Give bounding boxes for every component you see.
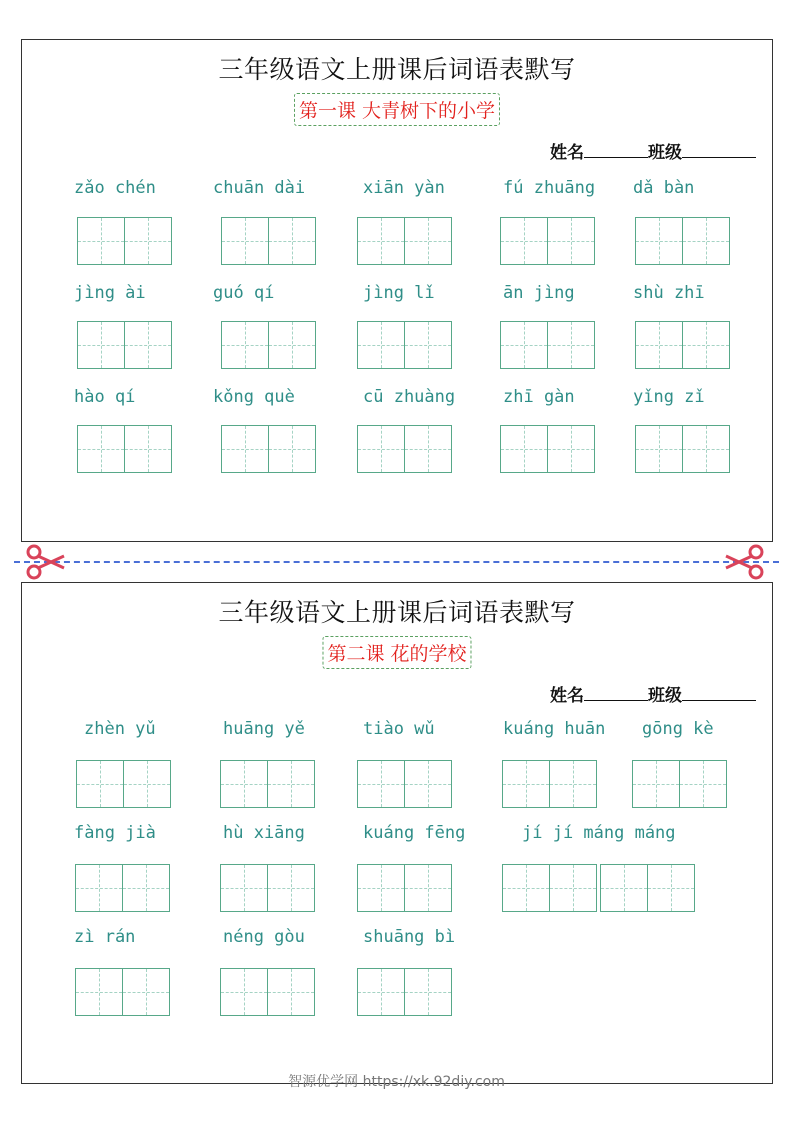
tianzige-cell[interactable] <box>221 321 269 369</box>
writing-box-group <box>500 321 594 371</box>
pinyin-label: zhī gàn <box>503 387 575 407</box>
tianzige-cell[interactable] <box>549 864 597 912</box>
pinyin-label: dǎ bàn <box>633 178 695 198</box>
writing-box-group <box>357 760 451 810</box>
writing-box-group <box>77 321 171 371</box>
pinyin-label: tiào wǔ <box>363 719 435 739</box>
worksheet-lesson-2 <box>21 582 773 1084</box>
tianzige-cell[interactable] <box>267 760 315 808</box>
tianzige-cell[interactable] <box>357 968 405 1016</box>
tianzige-cell[interactable] <box>635 321 683 369</box>
pinyin-label: xiān yàn <box>363 178 445 198</box>
tianzige-cell[interactable] <box>267 968 315 1016</box>
tianzige-cell[interactable] <box>357 321 405 369</box>
tianzige-cell[interactable] <box>682 321 730 369</box>
writing-box-group <box>75 968 169 1018</box>
tianzige-cell[interactable] <box>268 425 316 473</box>
name-blank[interactable] <box>584 684 648 701</box>
pinyin-label: jí jí máng máng <box>522 823 676 843</box>
pinyin-label: shuāng bì <box>363 927 456 947</box>
writing-box-group <box>635 425 729 475</box>
writing-box-group <box>357 864 451 914</box>
class-blank[interactable] <box>682 684 756 701</box>
writing-box-group <box>632 760 726 810</box>
tianzige-cell[interactable] <box>75 864 123 912</box>
scissors-icon <box>26 544 66 580</box>
pinyin-label: fàng jià <box>74 823 156 843</box>
tianzige-cell[interactable] <box>600 864 648 912</box>
pinyin-label: cū zhuàng <box>363 387 456 407</box>
footer-watermark: 智源优学网 https://xk.92diy.com <box>288 1074 505 1090</box>
tianzige-cell[interactable] <box>404 217 452 265</box>
writing-box-group <box>500 425 594 475</box>
tianzige-cell[interactable] <box>124 321 172 369</box>
tianzige-cell[interactable] <box>77 321 125 369</box>
name-class-fields <box>550 681 756 706</box>
tianzige-cell[interactable] <box>682 425 730 473</box>
pinyin-label: chuān dài <box>213 178 306 198</box>
tianzige-cell[interactable] <box>220 760 268 808</box>
lesson-heading: 第一课 大青树下的小学 <box>294 93 500 126</box>
tianzige-cell[interactable] <box>404 425 452 473</box>
tianzige-cell[interactable] <box>404 760 452 808</box>
tianzige-cell[interactable] <box>647 864 695 912</box>
tianzige-cell[interactable] <box>122 864 170 912</box>
tianzige-cell[interactable] <box>76 760 124 808</box>
tianzige-cell[interactable] <box>679 760 727 808</box>
pinyin-label: néng gòu <box>223 927 305 947</box>
tianzige-cell[interactable] <box>268 321 316 369</box>
tianzige-cell[interactable] <box>404 968 452 1016</box>
tianzige-cell[interactable] <box>500 217 548 265</box>
writing-box-group <box>500 217 594 267</box>
tianzige-cell[interactable] <box>549 760 597 808</box>
writing-box-group <box>221 321 315 371</box>
tianzige-cell[interactable] <box>220 864 268 912</box>
writing-box-group <box>77 217 171 267</box>
pinyin-label: ān jìng <box>503 283 575 303</box>
tianzige-cell[interactable] <box>547 425 595 473</box>
tianzige-cell[interactable] <box>502 760 550 808</box>
tianzige-cell[interactable] <box>357 760 405 808</box>
tianzige-cell[interactable] <box>500 425 548 473</box>
writing-box-group <box>357 968 451 1018</box>
tianzige-cell[interactable] <box>635 217 683 265</box>
tianzige-cell[interactable] <box>404 321 452 369</box>
pinyin-label: kuáng fēng <box>363 823 466 843</box>
pinyin-label: guó qí <box>213 283 275 303</box>
tianzige-cell[interactable] <box>124 425 172 473</box>
tianzige-cell[interactable] <box>268 217 316 265</box>
tianzige-cell[interactable] <box>547 217 595 265</box>
tianzige-cell[interactable] <box>122 968 170 1016</box>
pinyin-label: zǎo chén <box>74 178 156 198</box>
tianzige-cell[interactable] <box>124 217 172 265</box>
worksheet-title: 三年级语文上册课后词语表默写 <box>218 55 576 84</box>
pinyin-label: jìng ài <box>74 283 146 303</box>
worksheet-lesson-1 <box>21 39 773 542</box>
name-blank[interactable] <box>584 141 648 158</box>
tianzige-cell[interactable] <box>220 968 268 1016</box>
writing-box-group <box>76 760 170 810</box>
tianzige-cell[interactable] <box>221 217 269 265</box>
tianzige-cell[interactable] <box>357 864 405 912</box>
writing-box-group <box>502 864 694 914</box>
writing-box-group <box>77 425 171 475</box>
pinyin-label: jìng lǐ <box>363 283 435 303</box>
scissors-icon <box>724 544 764 580</box>
cut-line <box>14 561 779 563</box>
lesson-heading: 第二课 花的学校 <box>322 636 471 669</box>
tianzige-cell[interactable] <box>635 425 683 473</box>
pinyin-label: zì rán <box>74 927 136 947</box>
class-label: 班级 <box>648 143 682 163</box>
name-class-fields <box>550 138 756 163</box>
writing-box-group <box>357 217 451 267</box>
pinyin-label: yǐng zǐ <box>633 387 705 407</box>
writing-box-group <box>75 864 169 914</box>
tianzige-cell[interactable] <box>547 321 595 369</box>
writing-box-group <box>220 760 314 810</box>
tianzige-cell[interactable] <box>502 864 550 912</box>
pinyin-label: hào qí <box>74 387 136 407</box>
writing-box-group <box>357 425 451 475</box>
writing-box-group <box>221 217 315 267</box>
writing-box-group <box>221 425 315 475</box>
tianzige-cell[interactable] <box>221 425 269 473</box>
tianzige-cell[interactable] <box>500 321 548 369</box>
tianzige-cell[interactable] <box>682 217 730 265</box>
writing-box-group <box>635 217 729 267</box>
class-label: 班级 <box>648 686 682 706</box>
class-blank[interactable] <box>682 141 756 158</box>
tianzige-cell[interactable] <box>357 217 405 265</box>
writing-box-group <box>357 321 451 371</box>
pinyin-label: kǒng què <box>213 387 295 407</box>
tianzige-cell[interactable] <box>267 864 315 912</box>
writing-box-group <box>502 760 596 810</box>
writing-box-group <box>635 321 729 371</box>
tianzige-cell[interactable] <box>77 217 125 265</box>
tianzige-cell[interactable] <box>75 968 123 1016</box>
pinyin-label: huāng yě <box>223 719 305 739</box>
tianzige-cell[interactable] <box>357 425 405 473</box>
writing-box-group <box>220 864 314 914</box>
tianzige-cell[interactable] <box>632 760 680 808</box>
worksheet-title: 三年级语文上册课后词语表默写 <box>218 598 576 627</box>
tianzige-cell[interactable] <box>404 864 452 912</box>
tianzige-cell[interactable] <box>123 760 171 808</box>
writing-box-group <box>220 968 314 1018</box>
pinyin-label: fú zhuāng <box>503 178 596 198</box>
tianzige-cell[interactable] <box>77 425 125 473</box>
name-label: 姓名 <box>550 143 584 163</box>
pinyin-label: gōng kè <box>642 719 714 739</box>
pinyin-label: hù xiāng <box>223 823 305 843</box>
name-label: 姓名 <box>550 686 584 706</box>
pinyin-label: kuáng huān <box>503 719 606 739</box>
pinyin-label: shù zhī <box>633 283 705 303</box>
pinyin-label: zhèn yǔ <box>84 719 156 739</box>
